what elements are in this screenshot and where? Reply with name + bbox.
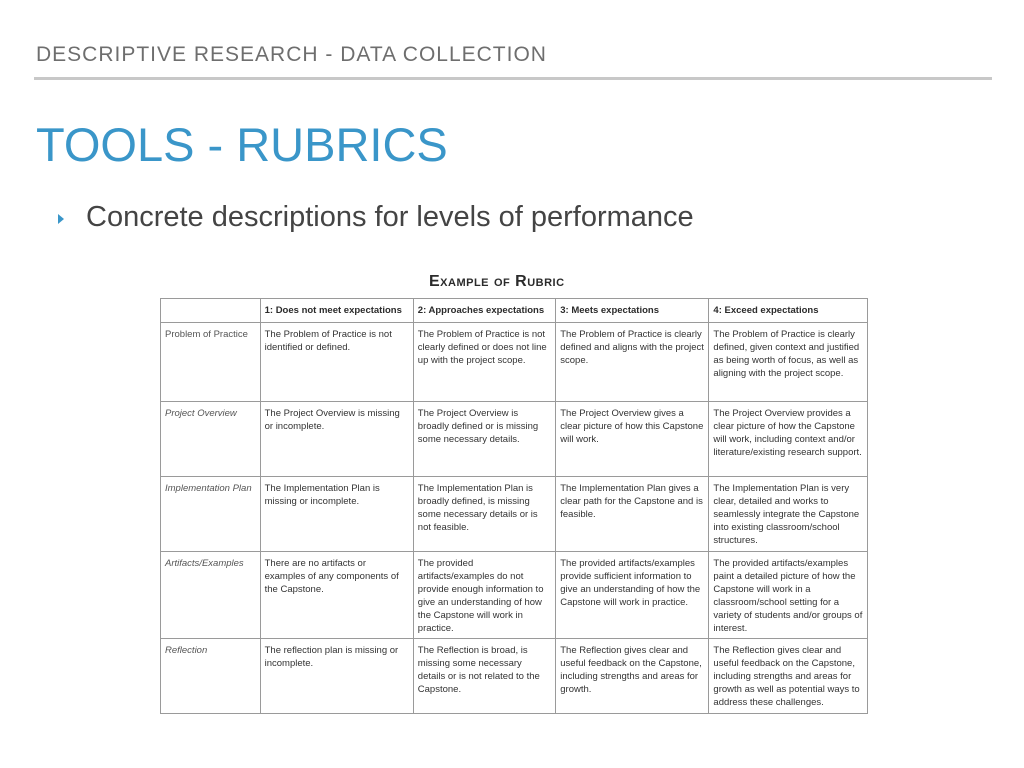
rubric-cell: The provided artifacts/examples do not provide enough information to give an understanding of how the Capstone will work in practice. <box>413 552 555 639</box>
rubric-cell: The Implementation Plan is broadly defined, is missing some necessary details or is not feasible. <box>413 477 555 552</box>
rubric-row-label: Project Overview <box>161 402 261 477</box>
rubric-cell: There are no artifacts or examples of any components of the Capstone. <box>260 552 413 639</box>
rubric-row-project-overview <box>161 402 868 477</box>
rubric-cell: The Implementation Plan is missing or incomplete. <box>260 477 413 552</box>
rubric-cell: The Project Overview provides a clear picture of how the Capstone will work, including context and/or literature/existing research support. <box>709 402 868 477</box>
rubric-cell: The Reflection is broad, is missing some necessary details or is not related to the Capstone. <box>413 639 555 714</box>
rubric-row-label: Reflection <box>161 639 261 714</box>
rubric-cell: The Implementation Plan gives a clear path for the Capstone and is feasible. <box>556 477 709 552</box>
rubric-cell: The Project Overview gives a clear picture of how this Capstone will work. <box>556 402 709 477</box>
bullet-item <box>58 201 694 234</box>
rubric-header-level-2: 2: Approaches expectations <box>413 299 555 323</box>
bullet-triangle-icon <box>58 214 64 224</box>
rubric-cell: The provided artifacts/examples paint a detailed picture of how the Capstone will work in a classroom/school setting for a variety of students and/or groups of interest. <box>709 552 868 639</box>
rubric-cell: The Problem of Practice is not clearly defined or does not line up with the project scope. <box>413 323 555 402</box>
rubric-row-label: Problem of Practice <box>161 323 261 402</box>
rubric-cell: The Reflection gives clear and useful feedback on the Capstone, including strengths and areas for growth. <box>556 639 709 714</box>
rubric-cell: The Problem of Practice is not identified or defined. <box>260 323 413 402</box>
rubric-cell: The Reflection gives clear and useful feedback on the Capstone, including strengths and areas for growth as well as potential ways to address these challenges. <box>709 639 868 714</box>
rubric-header-level-4: 4: Exceed expectations <box>709 299 868 323</box>
rubric-row-implementation-plan <box>161 477 868 552</box>
rubric-cell: The provided artifacts/examples provide sufficient information to give an understanding of how the Capstone will work in practice. <box>556 552 709 639</box>
rubric-row-artifacts-examples <box>161 552 868 639</box>
rubric-row-reflection <box>161 639 868 714</box>
rubric-cell: The reflection plan is missing or incomplete. <box>260 639 413 714</box>
slide-title: TOOLS - RUBRICS <box>36 118 448 171</box>
rubric-row-label: Implementation Plan <box>161 477 261 552</box>
rubric-header-row <box>161 299 868 323</box>
bullet-text: Concrete descriptions for levels of performance <box>86 201 694 233</box>
rubric-header-level-1: 1: Does not meet expectations <box>260 299 413 323</box>
rubric-header-level-3: 3: Meets expectations <box>556 299 709 323</box>
header-divider <box>34 77 992 80</box>
rubric-cell: The Project Overview is broadly defined or is missing some necessary details. <box>413 402 555 477</box>
rubric-cell: The Problem of Practice is clearly defined, given context and justified as being worth of focus, as well as aligning with the project scope. <box>709 323 868 402</box>
rubric-row-label: Artifacts/Examples <box>161 552 261 639</box>
section-title: DESCRIPTIVE RESEARCH - DATA COLLECTION <box>36 43 547 66</box>
rubric-heading: Example of Rubric <box>429 273 565 290</box>
rubric-row-problem-of-practice <box>161 323 868 402</box>
rubric-table <box>160 298 868 714</box>
rubric-cell: The Problem of Practice is clearly defined and aligns with the project scope. <box>556 323 709 402</box>
rubric-cell: The Implementation Plan is very clear, detailed and works to seamlessly integrate the Capstone into existing classroom/school structures. <box>709 477 868 552</box>
rubric-cell: The Project Overview is missing or incomplete. <box>260 402 413 477</box>
rubric-header-corner <box>161 299 261 323</box>
